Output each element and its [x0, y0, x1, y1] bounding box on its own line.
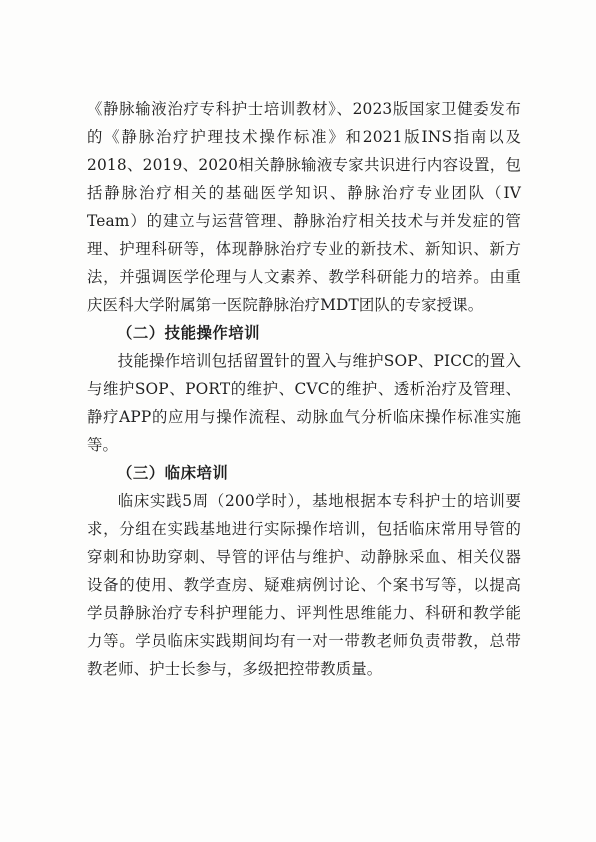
section-heading-skills-training: （二）技能操作培训 [117, 324, 261, 342]
clinical-training-paragraph: 临床实践5周（200学时），基地根据本专科护士的培训要求，分组在实践基地进行实际操作培训，包括临床常用导管的穿刺和协助穿刺、导管的评估与维护、动静脉采血、相关仪器设备的使用、教学查房、疑难病例讨论、个案书写等，以提高学员静脉治疗专科护理能力、评判性思维能力、科研和教学能力等。学员临床实践期间均有一对一带教老师负责带教，总带教老师、护士长参与，多级把控带教质量。 [87, 492, 521, 678]
document-body [87, 95, 521, 683]
skills-training-paragraph: 技能操作培训包括留置针的置入与维护SOP、PICC的置入与维护SOP、PORT的维护、CVC的维护、透析治疗及管理、静疗APP的应用与操作流程、动脉血气分析临床操作标准实施等。 [87, 352, 521, 454]
curriculum-paragraph: 《静脉输液治疗专科护士培训教材》、2023版国家卫健委发布的《静脉治疗护理技术操作标准》和2021版INS指南以及2018、2019、2020相关静脉输液专家共识进行内容设置，包括静脉治疗相关的基础医学知识、静脉治疗专业团队（IV Team）的建立与运营管理、静脉治疗相关技术与并发症的管理、护理科研等，体现静脉治疗专业的新技术、新知识、新方法，并强调医学伦理与人文素养、教学科研能力的培养。由重庆医科大学附属第一医院静脉治疗MDT团队的专家授课。 [87, 100, 521, 314]
section-heading-clinical-training: （三）临床培训 [117, 464, 229, 482]
